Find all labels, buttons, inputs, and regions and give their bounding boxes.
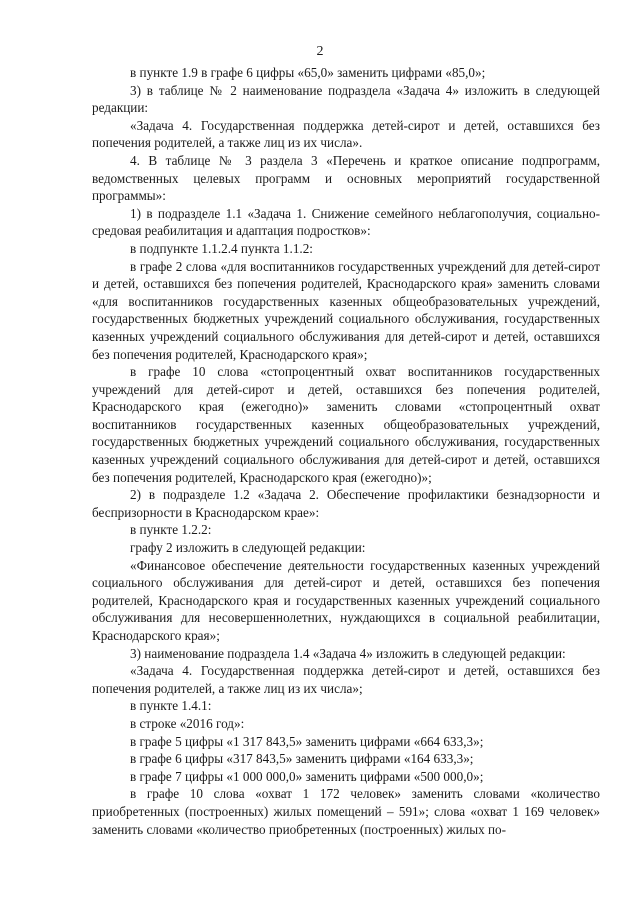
paragraph: 4. В таблице № 3 раздела 3 «Перечень и краткое описание подпрограмм, ведомственных целевых программ и основных мероприятий государственной программы»: <box>92 152 600 204</box>
paragraph: в графе 2 слова «для воспитанников государственных учреждений для детей-сирот и детей, оставшихся без попечения родителей, Краснодарского края» заменить словами «для воспитанников государственных казенных общеобразовательных учреждений, государственных бюджетных учреждений социального обслуживания, государственных казенных учреждений социального обслуживания для детей-сирот и детей, оставшихся без попечения родителей, Краснодарского края»; <box>92 258 600 362</box>
paragraph: в пункте 1.2.2: <box>130 522 212 538</box>
page-number: 2 <box>316 44 324 59</box>
document-body <box>92 64 600 838</box>
paragraph: «Финансовое обеспечение деятельности государственных казенных учреждений социального обслуживания для детей-сирот и детей, оставшихся без попечения родителей, Краснодарского края и государственных казенных учреждений социального обслуживания для несовершеннолетних, нуждающихся в социальной реабилитации, Краснодарского края»; <box>92 557 600 643</box>
paragraph: 3) наименование подраздела 1.4 «Задача 4» изложить в следующей редакции: <box>130 645 566 661</box>
paragraph: в графе 10 слова «охват 1 172 человек» заменить словами «количество приобретенных (построенных) жилых помещений – 591»; слова «охват 1 169 человек» заменить словами «количество приобретенных (построенных) жилых по- <box>92 786 600 837</box>
paragraph: «Задача 4. Государственная поддержка детей-сирот и детей, оставшихся без попечения родителей, а также лиц из их числа»; <box>92 663 600 696</box>
paragraph: «Задача 4. Государственная поддержка детей-сирот и детей, оставшихся без попечения родителей, а также лиц из их числа». <box>92 117 600 151</box>
paragraph: графу 2 изложить в следующей редакции: <box>130 540 366 556</box>
paragraph: в пункте 1.4.1: <box>130 698 212 714</box>
paragraph: в графе 7 цифры «1 000 000,0» заменить цифрами «500 000,0»; <box>130 768 484 784</box>
paragraph: в графе 5 цифры «1 317 843,5» заменить цифрами «664 633,3»; <box>130 733 484 749</box>
paragraph: в строке «2016 год»: <box>130 715 245 731</box>
paragraph: 2) в подразделе 1.2 «Задача 2. Обеспечение профилактики безнадзорности и беспризорности в Краснодарском крае»: <box>92 487 600 520</box>
paragraph: в пункте 1.9 в графе 6 цифры «65,0» заменить цифрами «85,0»; <box>130 65 486 80</box>
paragraph: в графе 10 слова «стопроцентный охват воспитанников государственных учреждений для детей-сирот и детей, оставшихся без попечения родителей, Краснодарского края (ежегодно)» заменить словами «стопроцентный охват воспитанников государственных казенных общеобразовательных учреждений, государственных бюджетных учреждений социального обслуживания, государственных казенных учреждений социального обслуживания для детей-сирот и детей, оставшихся без попечения родителей, Краснодарского края (ежегодно)»; <box>92 364 600 485</box>
paragraph: в графе 6 цифры «317 843,5» заменить цифрами «164 633,3»; <box>130 751 474 767</box>
paragraph: 3) в таблице № 2 наименование подраздела «Задача 4» изложить в следующей редакции: <box>92 82 600 116</box>
paragraph: в подпункте 1.1.2.4 пункта 1.1.2: <box>130 240 313 256</box>
paragraph: 1) в подразделе 1.1 «Задача 1. Снижение семейного неблагополучия, социально-средовая реабилитация и адаптация подростков»: <box>92 205 600 239</box>
